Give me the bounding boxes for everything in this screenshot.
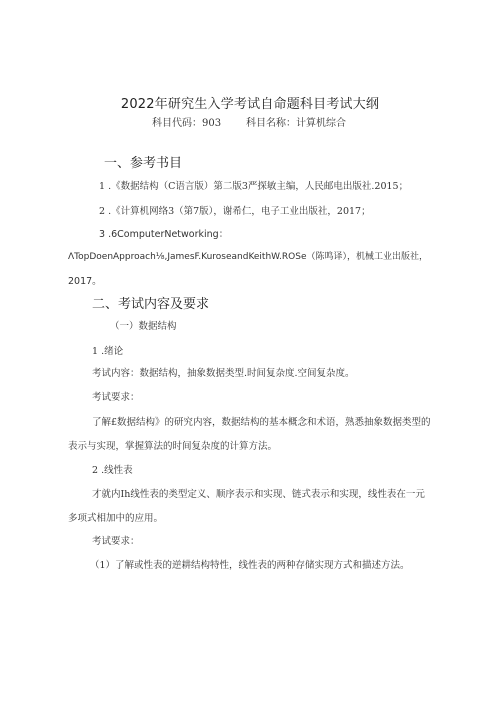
topic-introduction-requirements-line1: 了解£数据结构》的研究内容，数据结构的基本概念和术语，熟悉抽象数据类型的 xyxy=(92,417,431,428)
reference-item-1: 1 .《数据结构（C语言版）第二版3严探敏主编，人民邮电出版社.2015； xyxy=(99,181,409,192)
topic-linear-list-title: 2 .线性表 xyxy=(92,465,133,476)
topic-introduction-requirements-line2: 表示与实现，掌握算法的时间复杂度的计算方法。 xyxy=(68,441,278,452)
section-heading-content: 二、考试内容及要求 xyxy=(92,297,210,312)
reference-item-3-continued: ΛTopDoenApproach⅛,JamesF.KuroseandKeithW.ROSe（陈鸣译），机械工业出版社， xyxy=(68,252,428,262)
section-heading-references: 一、参考书目 xyxy=(104,156,183,171)
topic-linear-list-content-line1: 才就内Ih线性表的类型定义、顺序表示和实现、链式表示和实现，线性表在一元 xyxy=(92,489,425,500)
topic-introduction-content: 考试内容：数据结构，抽象数据类型.时间复杂度.空间复杂度。 xyxy=(92,368,355,379)
topic-linear-list-requirements-label: 考试要求： xyxy=(92,536,140,547)
reference-item-3-year: 2017。 xyxy=(68,276,102,287)
reference-item-2: 2 .《计算机网络3（第7版），谢希仁，电子工业出版社，2017； xyxy=(99,206,371,217)
topic-linear-list-requirement-1: （1）了解或性表的逆耕结构特性，线性表的两种存储实现方式和描述方法。 xyxy=(90,560,410,571)
topic-linear-list-content-line2: 多项式相加中的应用。 xyxy=(68,513,164,524)
topic-introduction-title: 1 .绪论 xyxy=(92,346,124,357)
document-title: 2022年研究生入学考试自命题科目考试大纲 xyxy=(120,97,380,112)
subject-code: 科目代码：903 xyxy=(152,118,222,129)
subsection-data-structures: （一）数据结构 xyxy=(110,321,177,332)
reference-item-3: 3 .6ComputerNetworking： xyxy=(99,229,229,240)
subject-name: 科目名称：计算机综合 xyxy=(246,118,346,129)
topic-introduction-requirements-label: 考试要求： xyxy=(92,392,140,403)
